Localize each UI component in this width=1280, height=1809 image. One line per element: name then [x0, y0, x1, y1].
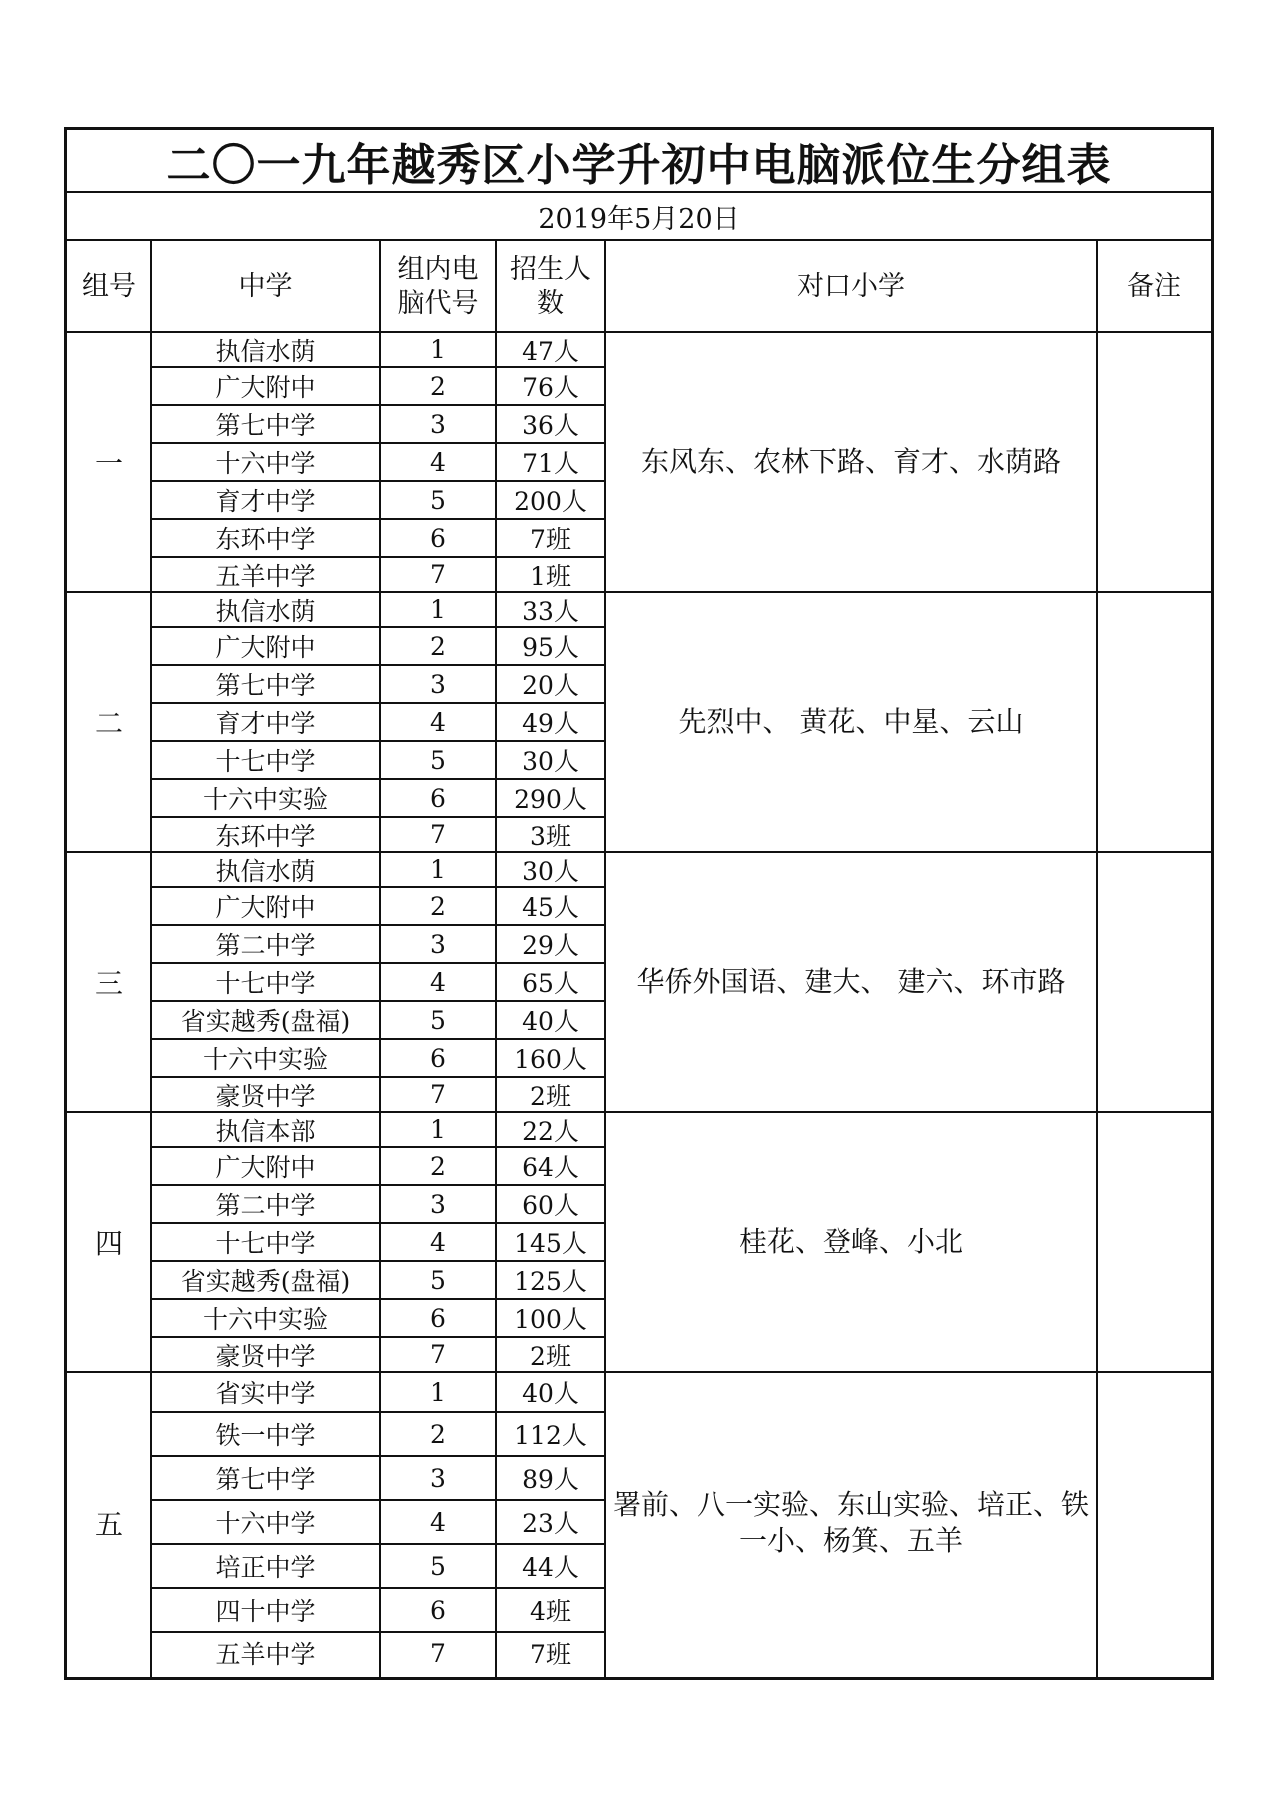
- cell-quota: 4班: [530, 1597, 571, 1626]
- cell-quota: 44人: [522, 1553, 579, 1582]
- table-grid: [67, 241, 1211, 1677]
- cell-school: 十六中学: [215, 449, 316, 478]
- feeder-primary-schools: 华侨外国语、建大、 建六、环市路: [636, 965, 1066, 998]
- cell-school: 十六中学: [215, 1509, 316, 1538]
- cell-quota: 36人: [522, 411, 579, 440]
- cell-school: 五羊中学: [215, 1640, 316, 1669]
- header-quota: 招生人数: [510, 253, 591, 319]
- cell-school: 执信水荫: [215, 596, 316, 626]
- cell-school: 育才中学: [215, 487, 316, 516]
- cell-school: 十七中学: [215, 1229, 316, 1258]
- cell-code: 5: [430, 1005, 446, 1035]
- cell-quota: 89人: [522, 1465, 579, 1494]
- cell-code: 3: [430, 1189, 446, 1219]
- cell-code: 3: [430, 409, 446, 439]
- cell-code: 4: [430, 707, 446, 737]
- cell-quota: 160人: [514, 1045, 587, 1074]
- cell-quota: 200人: [514, 487, 587, 516]
- cell-school: 铁一中学: [215, 1421, 316, 1450]
- cell-school: 执信水荫: [215, 856, 316, 886]
- cell-quota: 1班: [530, 561, 571, 591]
- cell-code: 7: [430, 1340, 446, 1369]
- header-code: 组内电脑代号: [397, 253, 479, 319]
- cell-quota: 47人: [522, 336, 579, 366]
- cell-school: 东环中学: [215, 821, 316, 851]
- cell-school: 广大附中: [215, 373, 316, 402]
- cell-quota: 40人: [522, 1379, 579, 1408]
- cell-code: 2: [430, 1151, 446, 1181]
- cell-school: 十七中学: [215, 747, 316, 776]
- group-number: 三: [94, 967, 123, 1000]
- cell-school: 育才中学: [215, 709, 316, 738]
- cell-code: 1: [430, 855, 446, 884]
- cell-school: 第二中学: [215, 1191, 316, 1220]
- cell-quota: 3班: [530, 821, 571, 851]
- cell-school: 培正中学: [215, 1553, 316, 1582]
- cell-code: 6: [430, 783, 446, 813]
- cell-quota: 60人: [522, 1191, 579, 1220]
- cell-quota: 95人: [522, 633, 579, 662]
- cell-school: 第七中学: [215, 1465, 316, 1494]
- cell-school: 执信水荫: [215, 336, 316, 366]
- note-cell: [1097, 332, 1211, 592]
- cell-quota: 2班: [530, 1341, 571, 1371]
- cell-quota: 65人: [522, 969, 579, 998]
- cell-quota: 290人: [514, 785, 587, 814]
- header-group: 组号: [82, 270, 136, 302]
- group-number: 一: [94, 447, 123, 480]
- cell-school: 省实越秀(盘福): [180, 1007, 351, 1036]
- cell-quota: 33人: [522, 596, 579, 626]
- cell-code: 2: [430, 631, 446, 661]
- header-school: 中学: [238, 270, 293, 302]
- cell-code: 1: [430, 1377, 446, 1407]
- cell-quota: 71人: [522, 449, 579, 478]
- cell-code: 2: [430, 371, 446, 401]
- cell-code: 7: [430, 560, 446, 589]
- cell-quota: 20人: [522, 671, 579, 700]
- note-cell: [1097, 852, 1211, 1112]
- note-cell: [1097, 1372, 1211, 1674]
- cell-school: 十六中实验: [202, 1305, 328, 1334]
- cell-school: 四十中学: [215, 1597, 316, 1626]
- cell-code: 4: [430, 1227, 446, 1257]
- cell-school: 省实中学: [215, 1379, 316, 1408]
- cell-code: 5: [430, 485, 446, 515]
- cell-school: 广大附中: [215, 893, 316, 922]
- cell-school: 十六中实验: [202, 1045, 328, 1074]
- note-cell: [1097, 592, 1211, 852]
- cell-code: 1: [430, 1115, 446, 1144]
- cell-code: 7: [430, 1080, 446, 1109]
- cell-code: 5: [430, 1551, 446, 1581]
- cell-school: 十六中实验: [202, 785, 328, 814]
- header-feeder: 对口小学: [797, 270, 905, 302]
- feeder-primary-schools: 桂花、登峰、小北: [738, 1225, 963, 1258]
- cell-school: 广大附中: [215, 1153, 316, 1182]
- cell-code: 6: [430, 1043, 446, 1073]
- feeder-primary-schools: 东风东、农林下路、育才、水荫路: [640, 445, 1061, 478]
- cell-code: 4: [430, 967, 446, 997]
- cell-school: 执信本部: [215, 1116, 316, 1146]
- header-note: 备注: [1127, 270, 1181, 302]
- cell-quota: 2班: [530, 1081, 571, 1111]
- cell-school: 广大附中: [215, 633, 316, 662]
- cell-code: 5: [430, 745, 446, 775]
- cell-quota: 145人: [514, 1229, 587, 1258]
- cell-school: 第七中学: [215, 671, 316, 700]
- cell-school: 五羊中学: [215, 561, 316, 591]
- cell-code: 3: [430, 669, 446, 699]
- cell-code: 6: [430, 523, 446, 553]
- cell-school: 豪贤中学: [215, 1341, 316, 1371]
- cell-quota: 49人: [522, 709, 579, 738]
- cell-quota: 40人: [522, 1007, 579, 1036]
- cell-school: 豪贤中学: [215, 1081, 316, 1111]
- cell-code: 5: [430, 1265, 446, 1295]
- cell-quota: 64人: [522, 1153, 579, 1182]
- cell-school: 第七中学: [215, 411, 316, 440]
- cell-quota: 22人: [522, 1116, 579, 1146]
- feeder-primary-schools: 先烈中、 黄花、中星、云山: [678, 705, 1024, 738]
- group-number: 四: [94, 1227, 123, 1260]
- allocation-table: [64, 127, 1214, 1680]
- cell-quota: 30人: [522, 856, 579, 886]
- cell-code: 2: [430, 891, 446, 921]
- cell-code: 7: [430, 820, 446, 849]
- cell-quota: 7班: [530, 1640, 571, 1669]
- cell-code: 4: [430, 447, 446, 477]
- cell-code: 6: [430, 1595, 446, 1625]
- cell-code: 1: [430, 595, 446, 624]
- cell-code: 3: [430, 1463, 446, 1493]
- cell-quota: 112人: [514, 1421, 587, 1450]
- cell-quota: 100人: [514, 1305, 587, 1334]
- cell-quota: 45人: [522, 893, 579, 922]
- feeder-primary-schools: 署前、八一实验、东山实验、培正、铁一小、杨箕、五羊: [612, 1488, 1089, 1557]
- cell-school: 十七中学: [215, 969, 316, 998]
- cell-code: 1: [430, 335, 446, 364]
- cell-quota: 76人: [522, 373, 579, 402]
- cell-quota: 7班: [530, 525, 571, 554]
- cell-quota: 23人: [522, 1509, 579, 1538]
- cell-school: 第二中学: [215, 931, 316, 960]
- note-cell: [1097, 1112, 1211, 1372]
- group-number: 二: [94, 707, 123, 740]
- cell-quota: 30人: [522, 747, 579, 776]
- cell-code: 3: [430, 929, 446, 959]
- cell-code: 4: [430, 1507, 446, 1537]
- cell-code: 2: [430, 1419, 446, 1449]
- table-date: 2019年5月20日: [67, 193, 1211, 241]
- cell-code: 7: [430, 1638, 446, 1668]
- cell-school: 东环中学: [215, 525, 316, 554]
- cell-quota: 29人: [522, 931, 579, 960]
- group-number: 五: [94, 1508, 123, 1541]
- table-title: 二〇一九年越秀区小学升初中电脑派位生分组表: [67, 130, 1211, 193]
- cell-code: 6: [430, 1303, 446, 1333]
- cell-quota: 125人: [514, 1267, 587, 1296]
- cell-school: 省实越秀(盘福): [180, 1267, 351, 1296]
